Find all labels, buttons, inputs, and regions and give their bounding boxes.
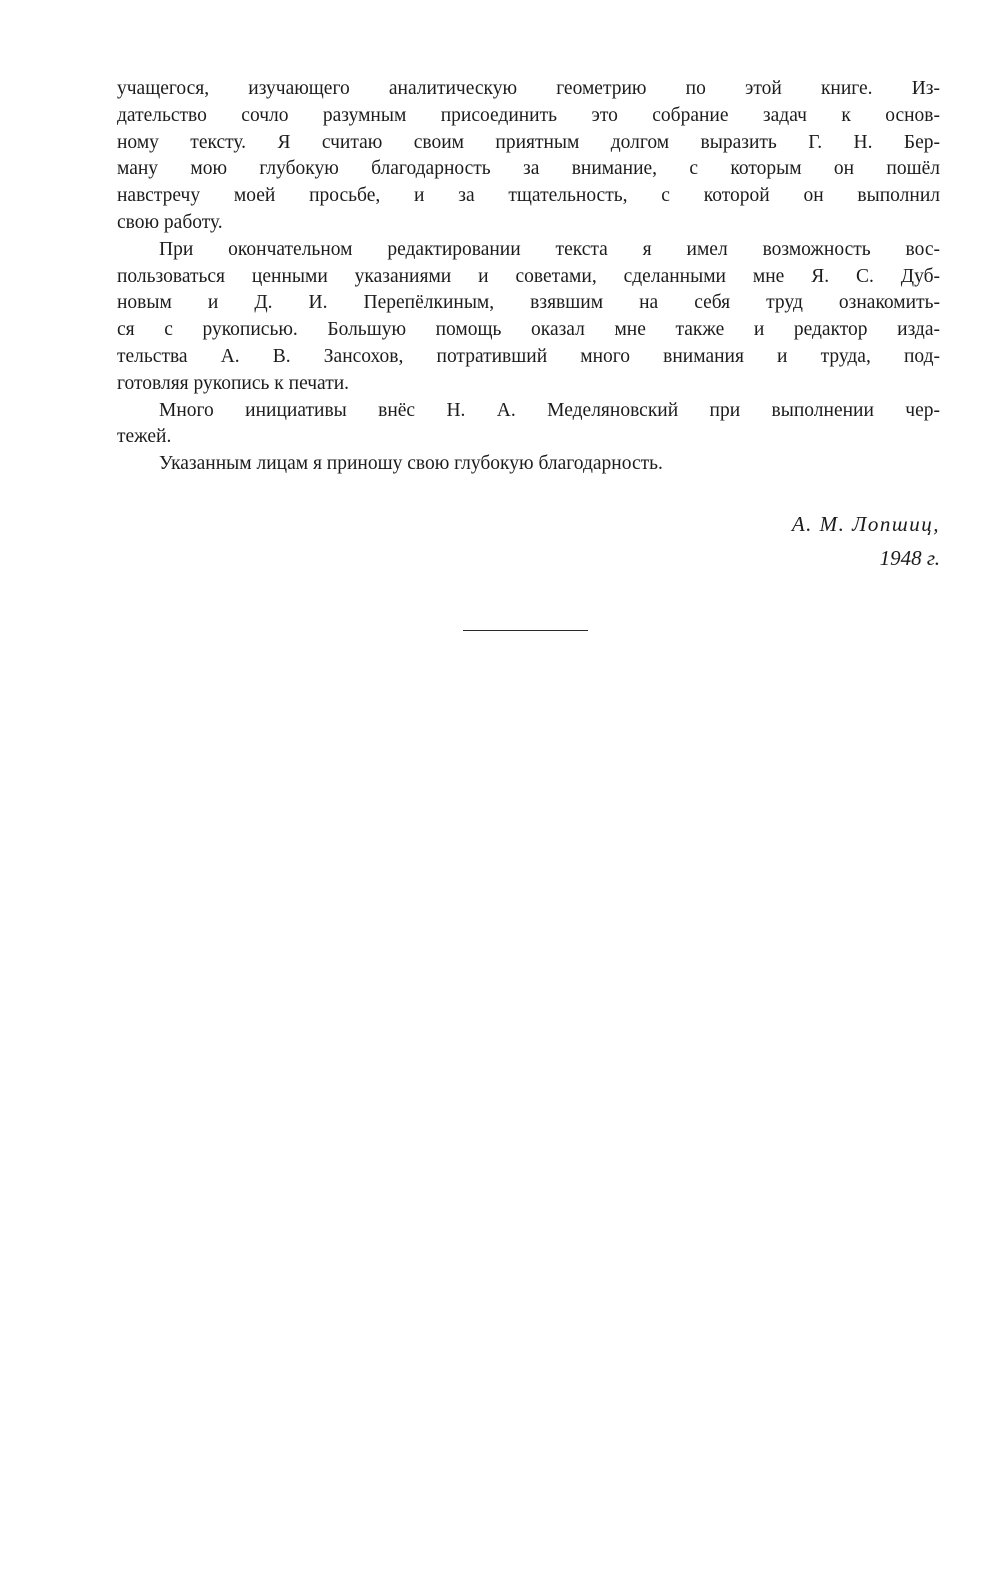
text-line: ному тексту. Я считаю своим приятным долгом выразить Г. Н. Бер- [117, 131, 940, 153]
text-line: свою работу. [117, 211, 223, 233]
signature-block [792, 507, 940, 575]
text-line: дательство сочло разумным присоединить это собрание задач к основ- [117, 104, 940, 126]
text-line: учащегося, изучающего аналитическую геометрию по этой книге. Из- [117, 78, 940, 99]
text-line: новым и Д. И. Перепёлкиным, взявшим на себя труд ознакомить- [117, 292, 940, 314]
text-line: навстречу моей просьбе, и за тщательность, с которой он выполнил [117, 185, 940, 207]
text-line: пользоваться ценными указаниями и советами, сделанными мне Я. С. Дуб- [117, 265, 940, 287]
text-line: Много инициативы внёс Н. А. Меделяновский при выполнении чер- [159, 399, 940, 421]
text-line: ману мою глубокую благодарность за внимание, с которым он пошёл [117, 158, 940, 180]
author-signature: А. М. Лопшиц, [791, 512, 940, 536]
text-line: готовляя рукопись к печати. [117, 372, 350, 394]
text-line: Указанным лицам я приношу свою глубокую благодарность. [159, 453, 663, 475]
text-line: тельства А. В. Зансохов, потративший много внимания и труда, под- [117, 345, 940, 367]
body-text [117, 76, 940, 478]
text-line: ся с рукописью. Большую помощь оказал мне также и редактор изда- [117, 319, 940, 341]
text-line: При окончательном редактировании текста я имел возможность вос- [159, 238, 940, 260]
text-line: тежей. [117, 426, 172, 448]
signature-year: 1948 г. [879, 546, 940, 570]
section-divider [463, 630, 588, 631]
